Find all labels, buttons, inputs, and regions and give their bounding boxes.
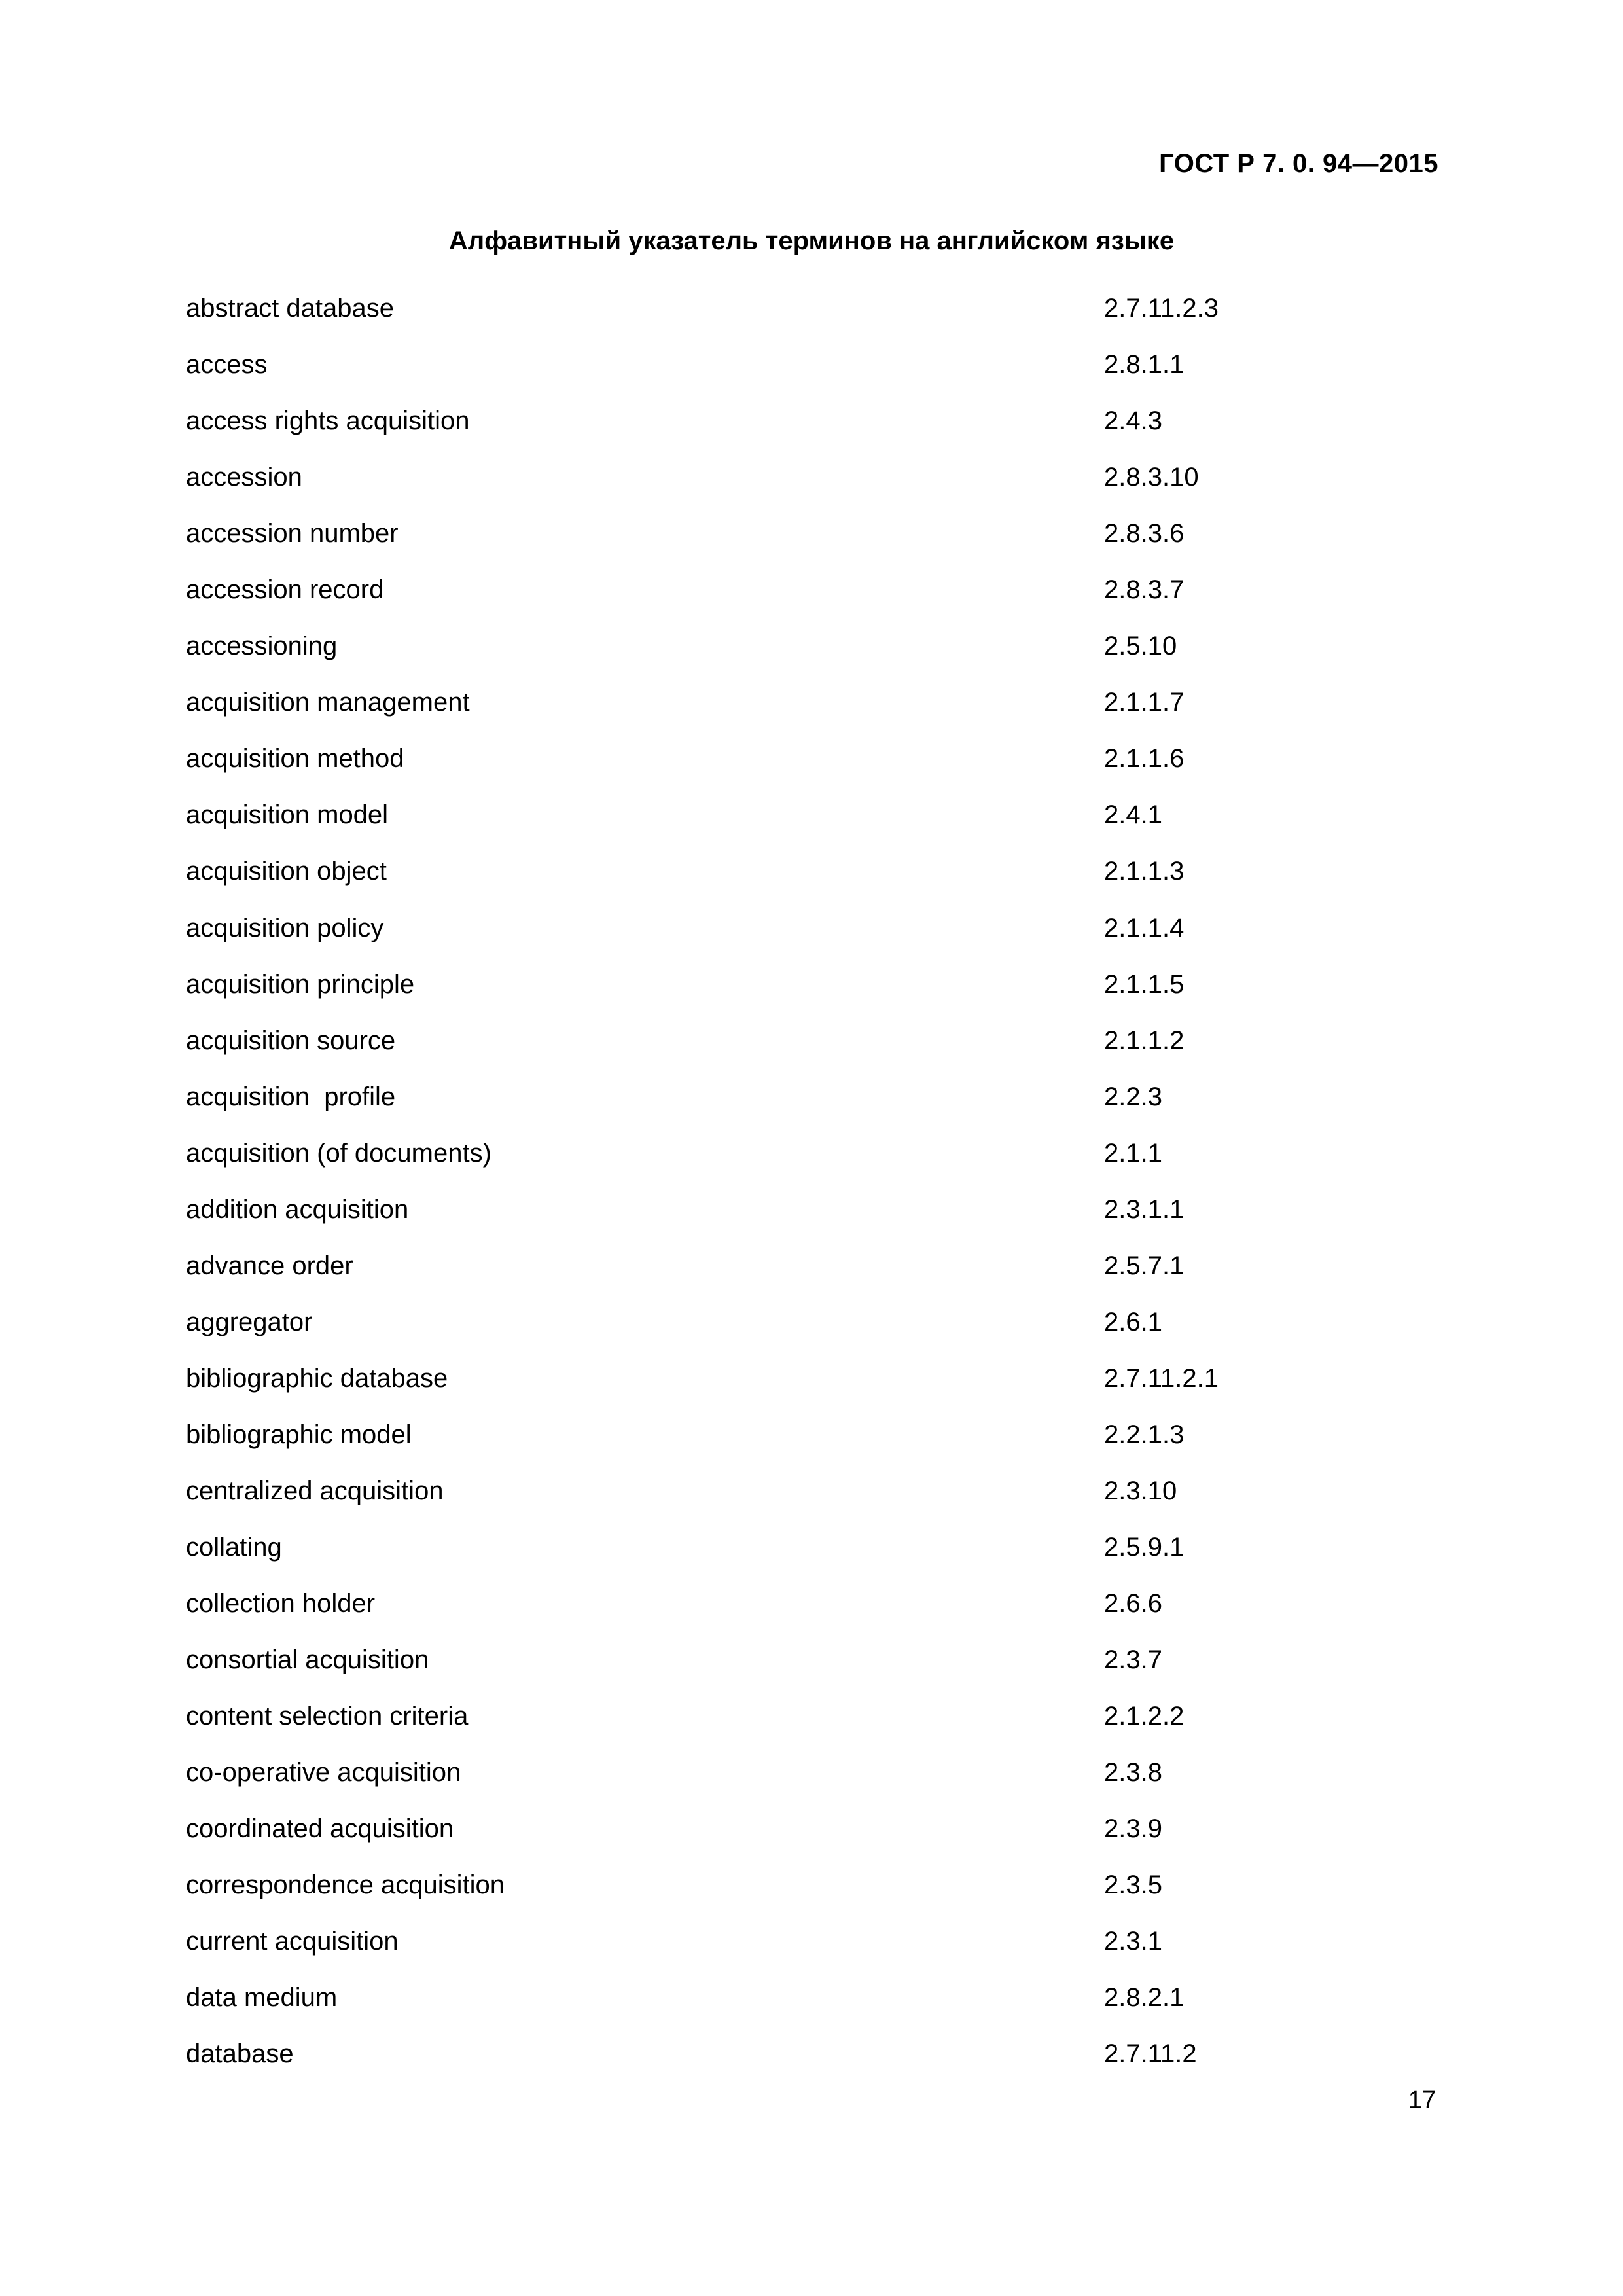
term-row — [186, 787, 1438, 843]
term-row — [186, 730, 1438, 787]
term-reference-number: 2.3.9 — [1104, 1814, 1162, 1844]
term-row — [186, 1744, 1438, 1801]
term-reference-number: 2.1.1.4 — [1104, 913, 1185, 942]
term-reference-number: 2.2.3 — [1104, 1082, 1162, 1111]
term-reference-number: 2.5.7.1 — [1104, 1251, 1185, 1280]
term-reference-number: 2.8.3.6 — [1104, 519, 1185, 548]
term-name: database — [186, 2039, 294, 2069]
term-reference-number: 2.8.1.1 — [1104, 350, 1185, 380]
term-row — [186, 674, 1438, 730]
term-name: acquisition method — [186, 744, 404, 774]
term-reference-number: 2.1.1.5 — [1104, 969, 1185, 999]
term-reference-number: 2.7.11.2.3 — [1104, 294, 1219, 323]
term-reference-number: 2.2.1.3 — [1104, 1420, 1185, 1449]
term-name: collating — [186, 1533, 282, 1562]
term-name: centralized acquisition — [186, 1476, 444, 1505]
term-row — [186, 1801, 1438, 1857]
term-row — [186, 1632, 1438, 1688]
term-reference-number: 2.7.11.2 — [1104, 2039, 1197, 2069]
term-reference-number: 2.4.1 — [1104, 800, 1162, 830]
term-name: consortial acquisition — [186, 1645, 429, 1675]
term-reference-number: 2.1.1.3 — [1104, 857, 1185, 886]
term-name: current acquisition — [186, 1927, 399, 1956]
term-name: co-operative acquisition — [186, 1758, 461, 1787]
term-reference-number: 2.1.2.2 — [1104, 1702, 1185, 1731]
term-row — [186, 1688, 1438, 1744]
term-row — [186, 1069, 1438, 1125]
term-row — [186, 956, 1438, 1013]
term-name: aggregator — [186, 1307, 313, 1336]
term-name: acquisition model — [186, 800, 389, 830]
term-name: advance order — [186, 1251, 353, 1280]
document-code-header: ГОСТ Р 7. 0. 94—2015 — [1159, 149, 1438, 178]
term-reference-number: 2.6.1 — [1104, 1307, 1162, 1336]
term-row — [186, 505, 1438, 562]
term-row — [186, 900, 1438, 956]
term-reference-number: 2.7.11.2.1 — [1104, 1363, 1219, 1393]
term-row — [186, 1407, 1438, 1463]
term-row — [186, 1125, 1438, 1181]
term-name: coordinated acquisition — [186, 1814, 454, 1844]
term-row — [186, 1575, 1438, 1632]
term-reference-number: 2.5.10 — [1104, 632, 1177, 661]
term-name: acquisition management — [186, 688, 470, 717]
term-reference-number: 2.1.1.7 — [1104, 688, 1185, 717]
term-name: correspondence acquisition — [186, 1871, 505, 1900]
term-reference-number: 2.4.3 — [1104, 406, 1162, 436]
term-row — [186, 562, 1438, 618]
term-reference-number: 2.3.10 — [1104, 1476, 1177, 1505]
term-name: access rights acquisition — [186, 406, 470, 436]
term-row — [186, 618, 1438, 674]
term-row — [186, 1857, 1438, 1913]
term-row — [186, 1013, 1438, 1069]
index-title: Алфавитный указатель терминов на английском языке — [448, 226, 1175, 255]
term-row — [186, 393, 1438, 449]
term-row — [186, 2026, 1438, 2082]
term-reference-number: 2.3.1.1 — [1104, 1194, 1185, 1224]
term-reference-number: 2.3.1 — [1104, 1927, 1162, 1956]
term-name: access — [186, 350, 268, 380]
term-name: acquisition principle — [186, 969, 415, 999]
term-name: acquisition object — [186, 857, 387, 886]
term-reference-number: 2.3.7 — [1104, 1645, 1162, 1675]
term-row — [186, 1969, 1438, 2026]
term-name: data medium — [186, 1983, 338, 2013]
term-row — [186, 1463, 1438, 1519]
term-row — [186, 1181, 1438, 1238]
term-row — [186, 1913, 1438, 1969]
term-name: acquisition profile — [186, 1082, 396, 1111]
term-reference-number: 2.6.6 — [1104, 1589, 1162, 1619]
term-index-list — [186, 280, 1438, 2083]
term-name: bibliographic model — [186, 1420, 412, 1449]
term-reference-number: 2.1.1.2 — [1104, 1026, 1185, 1055]
term-name: collection holder — [186, 1589, 376, 1619]
term-reference-number: 2.1.1.6 — [1104, 744, 1185, 774]
term-reference-number: 2.5.9.1 — [1104, 1533, 1185, 1562]
term-name: bibliographic database — [186, 1363, 448, 1393]
term-name: accession record — [186, 575, 384, 605]
term-reference-number: 2.8.3.7 — [1104, 575, 1185, 605]
term-name: abstract database — [186, 294, 394, 323]
term-row — [186, 280, 1438, 336]
term-name: accession — [186, 463, 302, 492]
page-number: 17 — [1408, 2087, 1436, 2114]
term-row — [186, 1519, 1438, 1575]
term-row — [186, 1350, 1438, 1407]
term-name: addition acquisition — [186, 1194, 409, 1224]
term-reference-number: 2.3.8 — [1104, 1758, 1162, 1787]
term-row — [186, 449, 1438, 505]
term-name: acquisition policy — [186, 913, 384, 942]
term-row — [186, 1238, 1438, 1294]
term-row — [186, 1294, 1438, 1350]
term-name: acquisition (of documents) — [186, 1138, 491, 1168]
term-reference-number: 2.3.5 — [1104, 1871, 1162, 1900]
term-reference-number: 2.1.1 — [1104, 1138, 1162, 1168]
term-row — [186, 843, 1438, 899]
term-row — [186, 336, 1438, 393]
term-reference-number: 2.8.3.10 — [1104, 463, 1199, 492]
term-name: accession number — [186, 519, 399, 548]
term-reference-number: 2.8.2.1 — [1104, 1983, 1185, 2013]
term-name: accessioning — [186, 632, 338, 661]
term-name: content selection criteria — [186, 1702, 469, 1731]
term-name: acquisition source — [186, 1026, 396, 1055]
